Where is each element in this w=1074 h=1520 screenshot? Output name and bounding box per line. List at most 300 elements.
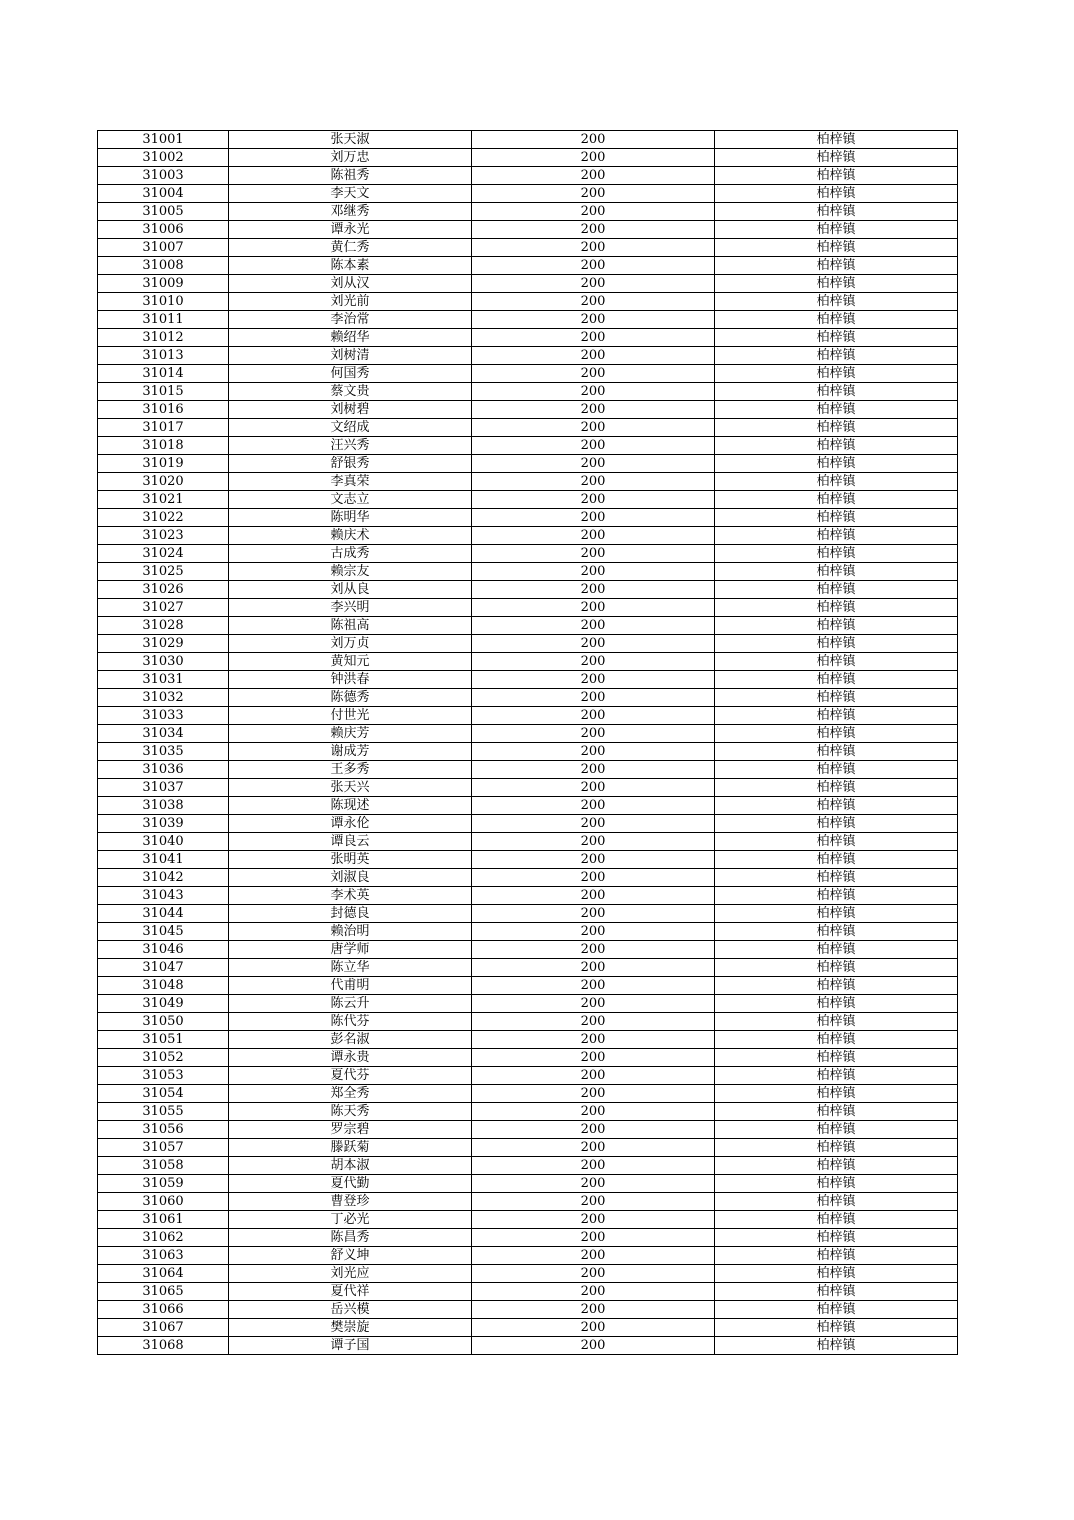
town-cell: 柏梓镇 bbox=[715, 761, 958, 779]
id-cell: 31030 bbox=[98, 653, 229, 671]
amount-cell: 200 bbox=[472, 437, 715, 455]
name-cell: 刘从良 bbox=[229, 581, 472, 599]
id-cell: 31053 bbox=[98, 1067, 229, 1085]
table-row bbox=[98, 1139, 958, 1157]
town-cell: 柏梓镇 bbox=[715, 977, 958, 995]
amount-cell: 200 bbox=[472, 635, 715, 653]
town-cell: 柏梓镇 bbox=[715, 887, 958, 905]
amount-cell: 200 bbox=[472, 599, 715, 617]
table-row bbox=[98, 455, 958, 473]
table-row bbox=[98, 1067, 958, 1085]
amount-cell: 200 bbox=[472, 509, 715, 527]
id-cell: 31020 bbox=[98, 473, 229, 491]
table-row bbox=[98, 509, 958, 527]
table-row bbox=[98, 707, 958, 725]
town-cell: 柏梓镇 bbox=[715, 923, 958, 941]
table-row bbox=[98, 275, 958, 293]
town-cell: 柏梓镇 bbox=[715, 419, 958, 437]
name-cell: 谭良云 bbox=[229, 833, 472, 851]
name-cell: 陈代芬 bbox=[229, 1013, 472, 1031]
id-cell: 31018 bbox=[98, 437, 229, 455]
name-cell: 李兴明 bbox=[229, 599, 472, 617]
id-cell: 31032 bbox=[98, 689, 229, 707]
amount-cell: 200 bbox=[472, 1103, 715, 1121]
name-cell: 代甫明 bbox=[229, 977, 472, 995]
town-cell: 柏梓镇 bbox=[715, 239, 958, 257]
town-cell: 柏梓镇 bbox=[715, 437, 958, 455]
town-cell: 柏梓镇 bbox=[715, 311, 958, 329]
town-cell: 柏梓镇 bbox=[715, 275, 958, 293]
id-cell: 31046 bbox=[98, 941, 229, 959]
id-cell: 31039 bbox=[98, 815, 229, 833]
amount-cell: 200 bbox=[472, 383, 715, 401]
amount-cell: 200 bbox=[472, 1211, 715, 1229]
id-cell: 31034 bbox=[98, 725, 229, 743]
amount-cell: 200 bbox=[472, 1157, 715, 1175]
name-cell: 曹登珍 bbox=[229, 1193, 472, 1211]
town-cell: 柏梓镇 bbox=[715, 743, 958, 761]
id-cell: 31042 bbox=[98, 869, 229, 887]
amount-cell: 200 bbox=[472, 1049, 715, 1067]
town-cell: 柏梓镇 bbox=[715, 221, 958, 239]
amount-cell: 200 bbox=[472, 1121, 715, 1139]
town-cell: 柏梓镇 bbox=[715, 797, 958, 815]
name-cell: 岳兴模 bbox=[229, 1301, 472, 1319]
amount-cell: 200 bbox=[472, 797, 715, 815]
town-cell: 柏梓镇 bbox=[715, 1031, 958, 1049]
table-row bbox=[98, 1301, 958, 1319]
id-cell: 31036 bbox=[98, 761, 229, 779]
table-row bbox=[98, 131, 958, 149]
town-cell: 柏梓镇 bbox=[715, 707, 958, 725]
name-cell: 张明英 bbox=[229, 851, 472, 869]
id-cell: 31008 bbox=[98, 257, 229, 275]
table-row bbox=[98, 1247, 958, 1265]
amount-cell: 200 bbox=[472, 527, 715, 545]
amount-cell: 200 bbox=[472, 311, 715, 329]
id-cell: 31017 bbox=[98, 419, 229, 437]
town-cell: 柏梓镇 bbox=[715, 1085, 958, 1103]
table-row bbox=[98, 869, 958, 887]
amount-cell: 200 bbox=[472, 1175, 715, 1193]
table-row bbox=[98, 491, 958, 509]
town-cell: 柏梓镇 bbox=[715, 1301, 958, 1319]
id-cell: 31062 bbox=[98, 1229, 229, 1247]
table-row bbox=[98, 1013, 958, 1031]
name-cell: 陈德秀 bbox=[229, 689, 472, 707]
id-cell: 31007 bbox=[98, 239, 229, 257]
town-cell: 柏梓镇 bbox=[715, 563, 958, 581]
id-cell: 31038 bbox=[98, 797, 229, 815]
table-row bbox=[98, 743, 958, 761]
table-row bbox=[98, 797, 958, 815]
amount-cell: 200 bbox=[472, 1031, 715, 1049]
amount-cell: 200 bbox=[472, 203, 715, 221]
amount-cell: 200 bbox=[472, 365, 715, 383]
amount-cell: 200 bbox=[472, 995, 715, 1013]
amount-cell: 200 bbox=[472, 905, 715, 923]
id-cell: 31014 bbox=[98, 365, 229, 383]
amount-cell: 200 bbox=[472, 653, 715, 671]
town-cell: 柏梓镇 bbox=[715, 1193, 958, 1211]
town-cell: 柏梓镇 bbox=[715, 401, 958, 419]
name-cell: 舒义坤 bbox=[229, 1247, 472, 1265]
town-cell: 柏梓镇 bbox=[715, 779, 958, 797]
town-cell: 柏梓镇 bbox=[715, 671, 958, 689]
id-cell: 31045 bbox=[98, 923, 229, 941]
amount-cell: 200 bbox=[472, 833, 715, 851]
table-row bbox=[98, 167, 958, 185]
town-cell: 柏梓镇 bbox=[715, 149, 958, 167]
town-cell: 柏梓镇 bbox=[715, 905, 958, 923]
amount-cell: 200 bbox=[472, 851, 715, 869]
id-cell: 31031 bbox=[98, 671, 229, 689]
name-cell: 陈昌秀 bbox=[229, 1229, 472, 1247]
town-cell: 柏梓镇 bbox=[715, 599, 958, 617]
id-cell: 31037 bbox=[98, 779, 229, 797]
id-cell: 31001 bbox=[98, 131, 229, 149]
id-cell: 31041 bbox=[98, 851, 229, 869]
name-cell: 赖庆芳 bbox=[229, 725, 472, 743]
town-cell: 柏梓镇 bbox=[715, 653, 958, 671]
table-row bbox=[98, 221, 958, 239]
name-cell: 文绍成 bbox=[229, 419, 472, 437]
table-row bbox=[98, 653, 958, 671]
name-cell: 谭永光 bbox=[229, 221, 472, 239]
amount-cell: 200 bbox=[472, 275, 715, 293]
table-row bbox=[98, 995, 958, 1013]
town-cell: 柏梓镇 bbox=[715, 545, 958, 563]
id-cell: 31010 bbox=[98, 293, 229, 311]
town-cell: 柏梓镇 bbox=[715, 725, 958, 743]
table-row bbox=[98, 599, 958, 617]
name-cell: 赖庆术 bbox=[229, 527, 472, 545]
town-cell: 柏梓镇 bbox=[715, 1283, 958, 1301]
id-cell: 31004 bbox=[98, 185, 229, 203]
name-cell: 刘光前 bbox=[229, 293, 472, 311]
amount-cell: 200 bbox=[472, 1139, 715, 1157]
id-cell: 31016 bbox=[98, 401, 229, 419]
table-row bbox=[98, 1229, 958, 1247]
amount-cell: 200 bbox=[472, 671, 715, 689]
id-cell: 31050 bbox=[98, 1013, 229, 1031]
town-cell: 柏梓镇 bbox=[715, 1247, 958, 1265]
town-cell: 柏梓镇 bbox=[715, 293, 958, 311]
name-cell: 郑全秀 bbox=[229, 1085, 472, 1103]
amount-cell: 200 bbox=[472, 257, 715, 275]
name-cell: 樊崇旋 bbox=[229, 1319, 472, 1337]
name-cell: 黄仁秀 bbox=[229, 239, 472, 257]
table-row bbox=[98, 1049, 958, 1067]
table-body bbox=[98, 131, 958, 1355]
town-cell: 柏梓镇 bbox=[715, 455, 958, 473]
id-cell: 31006 bbox=[98, 221, 229, 239]
town-cell: 柏梓镇 bbox=[715, 131, 958, 149]
name-cell: 刘万忠 bbox=[229, 149, 472, 167]
amount-cell: 200 bbox=[472, 1085, 715, 1103]
name-cell: 蔡文贵 bbox=[229, 383, 472, 401]
town-cell: 柏梓镇 bbox=[715, 167, 958, 185]
name-cell: 刘万贞 bbox=[229, 635, 472, 653]
name-cell: 谢成芳 bbox=[229, 743, 472, 761]
name-cell: 刘淑良 bbox=[229, 869, 472, 887]
name-cell: 刘光应 bbox=[229, 1265, 472, 1283]
id-cell: 31040 bbox=[98, 833, 229, 851]
amount-cell: 200 bbox=[472, 473, 715, 491]
data-table bbox=[97, 130, 958, 1355]
table-row bbox=[98, 311, 958, 329]
amount-cell: 200 bbox=[472, 923, 715, 941]
town-cell: 柏梓镇 bbox=[715, 383, 958, 401]
amount-cell: 200 bbox=[472, 221, 715, 239]
name-cell: 陈祖秀 bbox=[229, 167, 472, 185]
table-row bbox=[98, 401, 958, 419]
name-cell: 唐学师 bbox=[229, 941, 472, 959]
table-row bbox=[98, 257, 958, 275]
amount-cell: 200 bbox=[472, 617, 715, 635]
amount-cell: 200 bbox=[472, 977, 715, 995]
table-row bbox=[98, 383, 958, 401]
name-cell: 陈明华 bbox=[229, 509, 472, 527]
id-cell: 31019 bbox=[98, 455, 229, 473]
table-row bbox=[98, 365, 958, 383]
table-row bbox=[98, 545, 958, 563]
amount-cell: 200 bbox=[472, 131, 715, 149]
name-cell: 文志立 bbox=[229, 491, 472, 509]
town-cell: 柏梓镇 bbox=[715, 635, 958, 653]
amount-cell: 200 bbox=[472, 779, 715, 797]
amount-cell: 200 bbox=[472, 1283, 715, 1301]
town-cell: 柏梓镇 bbox=[715, 869, 958, 887]
name-cell: 李治常 bbox=[229, 311, 472, 329]
table-row bbox=[98, 959, 958, 977]
table-row bbox=[98, 1193, 958, 1211]
amount-cell: 200 bbox=[472, 239, 715, 257]
table-row bbox=[98, 1103, 958, 1121]
amount-cell: 200 bbox=[472, 1013, 715, 1031]
amount-cell: 200 bbox=[472, 1067, 715, 1085]
name-cell: 赖绍华 bbox=[229, 329, 472, 347]
id-cell: 31059 bbox=[98, 1175, 229, 1193]
town-cell: 柏梓镇 bbox=[715, 491, 958, 509]
id-cell: 31051 bbox=[98, 1031, 229, 1049]
table-row bbox=[98, 851, 958, 869]
table-row bbox=[98, 1085, 958, 1103]
id-cell: 31035 bbox=[98, 743, 229, 761]
id-cell: 31013 bbox=[98, 347, 229, 365]
name-cell: 何国秀 bbox=[229, 365, 472, 383]
amount-cell: 200 bbox=[472, 869, 715, 887]
amount-cell: 200 bbox=[472, 743, 715, 761]
name-cell: 陈云升 bbox=[229, 995, 472, 1013]
town-cell: 柏梓镇 bbox=[715, 959, 958, 977]
town-cell: 柏梓镇 bbox=[715, 815, 958, 833]
name-cell: 丁必光 bbox=[229, 1211, 472, 1229]
table-row bbox=[98, 293, 958, 311]
town-cell: 柏梓镇 bbox=[715, 1175, 958, 1193]
name-cell: 舒银秀 bbox=[229, 455, 472, 473]
town-cell: 柏梓镇 bbox=[715, 1157, 958, 1175]
id-cell: 31064 bbox=[98, 1265, 229, 1283]
table-row bbox=[98, 815, 958, 833]
town-cell: 柏梓镇 bbox=[715, 347, 958, 365]
name-cell: 罗宗碧 bbox=[229, 1121, 472, 1139]
id-cell: 31043 bbox=[98, 887, 229, 905]
amount-cell: 200 bbox=[472, 329, 715, 347]
id-cell: 31044 bbox=[98, 905, 229, 923]
table-row bbox=[98, 1265, 958, 1283]
table-row bbox=[98, 185, 958, 203]
town-cell: 柏梓镇 bbox=[715, 509, 958, 527]
id-cell: 31054 bbox=[98, 1085, 229, 1103]
amount-cell: 200 bbox=[472, 347, 715, 365]
table-row bbox=[98, 527, 958, 545]
table-row bbox=[98, 419, 958, 437]
town-cell: 柏梓镇 bbox=[715, 617, 958, 635]
table-row bbox=[98, 635, 958, 653]
id-cell: 31005 bbox=[98, 203, 229, 221]
amount-cell: 200 bbox=[472, 941, 715, 959]
town-cell: 柏梓镇 bbox=[715, 527, 958, 545]
name-cell: 陈祖高 bbox=[229, 617, 472, 635]
name-cell: 邓继秀 bbox=[229, 203, 472, 221]
amount-cell: 200 bbox=[472, 491, 715, 509]
id-cell: 31015 bbox=[98, 383, 229, 401]
table-row bbox=[98, 473, 958, 491]
name-cell: 谭永伦 bbox=[229, 815, 472, 833]
town-cell: 柏梓镇 bbox=[715, 1121, 958, 1139]
town-cell: 柏梓镇 bbox=[715, 1337, 958, 1355]
amount-cell: 200 bbox=[472, 707, 715, 725]
table-row bbox=[98, 1031, 958, 1049]
amount-cell: 200 bbox=[472, 419, 715, 437]
amount-cell: 200 bbox=[472, 1229, 715, 1247]
name-cell: 汪兴秀 bbox=[229, 437, 472, 455]
name-cell: 赖治明 bbox=[229, 923, 472, 941]
id-cell: 31009 bbox=[98, 275, 229, 293]
table-row bbox=[98, 923, 958, 941]
name-cell: 陈天秀 bbox=[229, 1103, 472, 1121]
name-cell: 赖宗友 bbox=[229, 563, 472, 581]
id-cell: 31022 bbox=[98, 509, 229, 527]
id-cell: 31067 bbox=[98, 1319, 229, 1337]
table-row bbox=[98, 1121, 958, 1139]
table-row bbox=[98, 239, 958, 257]
name-cell: 夏代芬 bbox=[229, 1067, 472, 1085]
table-row bbox=[98, 905, 958, 923]
id-cell: 31047 bbox=[98, 959, 229, 977]
town-cell: 柏梓镇 bbox=[715, 1103, 958, 1121]
town-cell: 柏梓镇 bbox=[715, 1139, 958, 1157]
id-cell: 31027 bbox=[98, 599, 229, 617]
id-cell: 31068 bbox=[98, 1337, 229, 1355]
name-cell: 陈现述 bbox=[229, 797, 472, 815]
table-row bbox=[98, 563, 958, 581]
id-cell: 31003 bbox=[98, 167, 229, 185]
town-cell: 柏梓镇 bbox=[715, 1067, 958, 1085]
town-cell: 柏梓镇 bbox=[715, 1229, 958, 1247]
amount-cell: 200 bbox=[472, 455, 715, 473]
amount-cell: 200 bbox=[472, 815, 715, 833]
town-cell: 柏梓镇 bbox=[715, 581, 958, 599]
amount-cell: 200 bbox=[472, 689, 715, 707]
id-cell: 31066 bbox=[98, 1301, 229, 1319]
id-cell: 31024 bbox=[98, 545, 229, 563]
amount-cell: 200 bbox=[472, 545, 715, 563]
table-row bbox=[98, 329, 958, 347]
name-cell: 付世光 bbox=[229, 707, 472, 725]
town-cell: 柏梓镇 bbox=[715, 941, 958, 959]
table-row bbox=[98, 1211, 958, 1229]
id-cell: 31052 bbox=[98, 1049, 229, 1067]
name-cell: 张天淑 bbox=[229, 131, 472, 149]
town-cell: 柏梓镇 bbox=[715, 365, 958, 383]
town-cell: 柏梓镇 bbox=[715, 473, 958, 491]
table-row bbox=[98, 581, 958, 599]
name-cell: 李术英 bbox=[229, 887, 472, 905]
table-row bbox=[98, 689, 958, 707]
id-cell: 31065 bbox=[98, 1283, 229, 1301]
name-cell: 谭永贵 bbox=[229, 1049, 472, 1067]
table-row bbox=[98, 671, 958, 689]
amount-cell: 200 bbox=[472, 887, 715, 905]
amount-cell: 200 bbox=[472, 563, 715, 581]
name-cell: 刘树清 bbox=[229, 347, 472, 365]
id-cell: 31025 bbox=[98, 563, 229, 581]
table-row bbox=[98, 779, 958, 797]
town-cell: 柏梓镇 bbox=[715, 851, 958, 869]
amount-cell: 200 bbox=[472, 1265, 715, 1283]
id-cell: 31057 bbox=[98, 1139, 229, 1157]
name-cell: 刘从汉 bbox=[229, 275, 472, 293]
id-cell: 31061 bbox=[98, 1211, 229, 1229]
amount-cell: 200 bbox=[472, 1337, 715, 1355]
town-cell: 柏梓镇 bbox=[715, 1049, 958, 1067]
amount-cell: 200 bbox=[472, 1247, 715, 1265]
amount-cell: 200 bbox=[472, 761, 715, 779]
id-cell: 31023 bbox=[98, 527, 229, 545]
name-cell: 王多秀 bbox=[229, 761, 472, 779]
table-row bbox=[98, 203, 958, 221]
id-cell: 31033 bbox=[98, 707, 229, 725]
name-cell: 胡本淑 bbox=[229, 1157, 472, 1175]
id-cell: 31021 bbox=[98, 491, 229, 509]
amount-cell: 200 bbox=[472, 1301, 715, 1319]
table-row bbox=[98, 941, 958, 959]
amount-cell: 200 bbox=[472, 1193, 715, 1211]
id-cell: 31058 bbox=[98, 1157, 229, 1175]
amount-cell: 200 bbox=[472, 149, 715, 167]
id-cell: 31012 bbox=[98, 329, 229, 347]
table-row bbox=[98, 1337, 958, 1355]
table-row bbox=[98, 761, 958, 779]
table-row bbox=[98, 1319, 958, 1337]
name-cell: 滕跃菊 bbox=[229, 1139, 472, 1157]
table-row bbox=[98, 1283, 958, 1301]
id-cell: 31049 bbox=[98, 995, 229, 1013]
town-cell: 柏梓镇 bbox=[715, 689, 958, 707]
town-cell: 柏梓镇 bbox=[715, 203, 958, 221]
name-cell: 夏代勤 bbox=[229, 1175, 472, 1193]
name-cell: 封德良 bbox=[229, 905, 472, 923]
name-cell: 李天文 bbox=[229, 185, 472, 203]
name-cell: 陈本素 bbox=[229, 257, 472, 275]
name-cell: 陈立华 bbox=[229, 959, 472, 977]
table-row bbox=[98, 149, 958, 167]
id-cell: 31002 bbox=[98, 149, 229, 167]
amount-cell: 200 bbox=[472, 959, 715, 977]
name-cell: 黄知元 bbox=[229, 653, 472, 671]
